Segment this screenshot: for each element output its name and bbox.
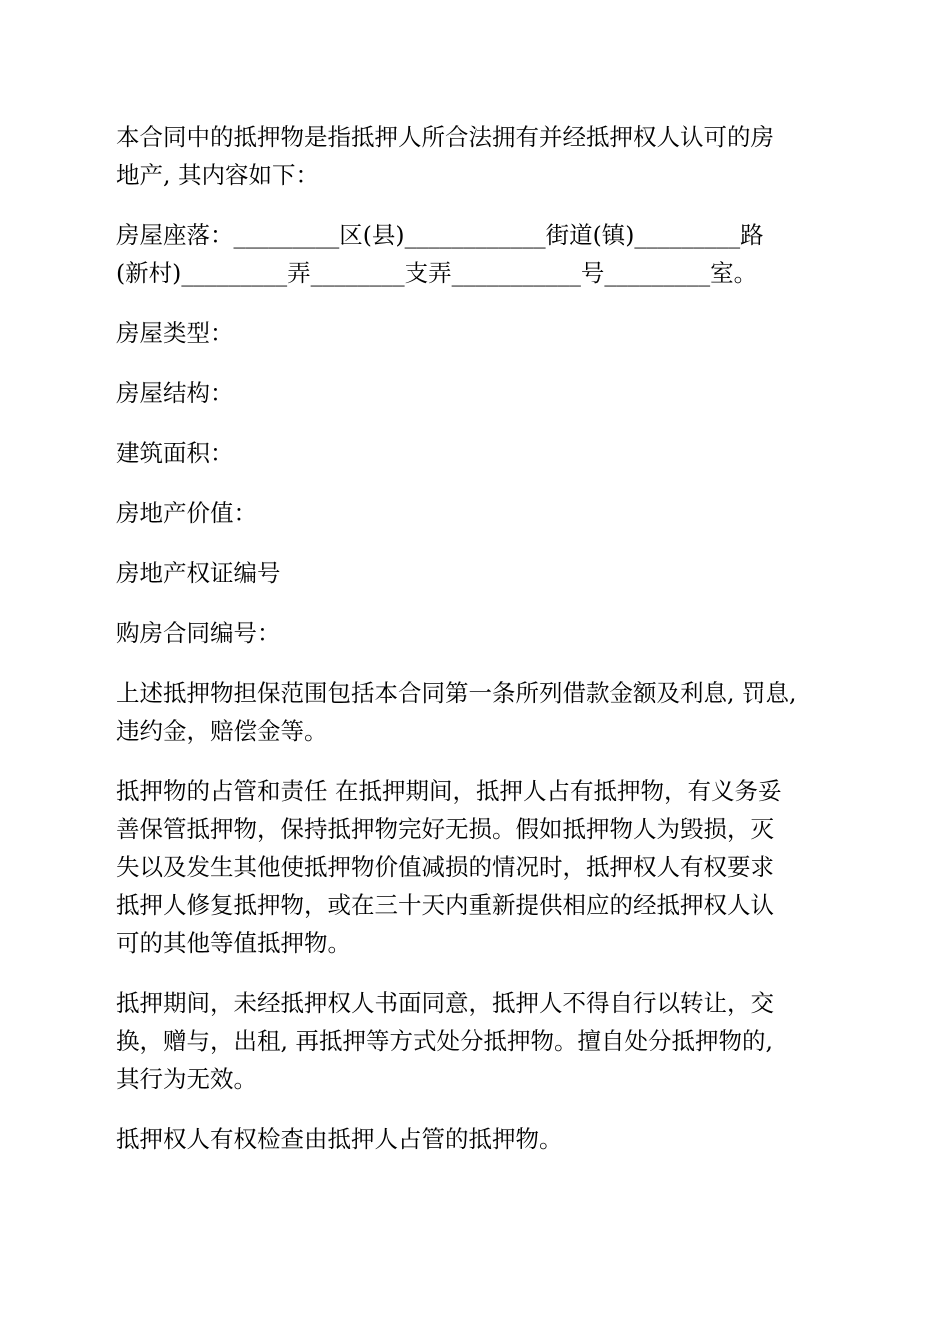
text-line: 可的其他等值抵押物。 bbox=[116, 929, 351, 957]
text-line: 房屋类型： bbox=[116, 319, 234, 347]
text-line: 房地产价值： bbox=[116, 499, 257, 527]
paragraph-property-cert bbox=[116, 554, 836, 592]
text-line: 上述抵押物担保范围包括本合同第一条所列借款金额及利息, 罚息, bbox=[116, 679, 797, 707]
text-line: 换，赠与，出租, 再抵押等方式处分抵押物。擅自处分抵押物的, bbox=[116, 1027, 773, 1055]
text-line: 本合同中的抵押物是指抵押人所合法拥有并经抵押权人认可的房 bbox=[116, 123, 774, 151]
text-line: (新村)_________弄________支弄___________号_________室。 bbox=[116, 259, 758, 287]
document-body bbox=[116, 118, 836, 1180]
text-line: 地产, 其内容如下： bbox=[116, 161, 319, 189]
paragraph-house-type bbox=[116, 314, 836, 352]
paragraph-inspection bbox=[116, 1120, 836, 1158]
text-line: 抵押权人有权检查由抵押人占管的抵押物。 bbox=[116, 1125, 563, 1153]
text-line: 失以及发生其他使抵押物价值减损的情况时，抵押权人有权要求 bbox=[116, 853, 774, 881]
text-line: 善保管抵押物，保持抵押物完好无损。假如抵押物人为毁损，灭 bbox=[116, 815, 774, 843]
paragraph-location bbox=[116, 216, 836, 292]
text-line: 抵押期间，未经抵押权人书面同意，抵押人不得自行以转让，交 bbox=[116, 989, 774, 1017]
text-line: 建筑面积： bbox=[116, 439, 234, 467]
text-line: 其行为无效。 bbox=[116, 1065, 257, 1093]
paragraph-building-area bbox=[116, 434, 836, 472]
paragraph-property-value bbox=[116, 494, 836, 532]
paragraph-intro bbox=[116, 118, 836, 194]
text-line: 房屋座落：_________区(县)____________街道(镇)_________路 bbox=[116, 221, 764, 249]
paragraph-disposal bbox=[116, 984, 836, 1098]
paragraph-custody bbox=[116, 772, 836, 962]
text-line: 房地产权证编号 bbox=[116, 559, 281, 587]
text-line: 抵押人修复抵押物，或在三十天内重新提供相应的经抵押权人认 bbox=[116, 891, 774, 919]
text-line: 购房合同编号： bbox=[116, 619, 281, 647]
text-line: 违约金，赔偿金等。 bbox=[116, 717, 328, 745]
paragraph-house-structure bbox=[116, 374, 836, 412]
text-line: 抵押物的占管和责任 在抵押期间，抵押人占有抵押物，有义务妥 bbox=[116, 777, 782, 805]
paragraph-purchase-contract bbox=[116, 614, 836, 652]
text-line: 房屋结构： bbox=[116, 379, 234, 407]
paragraph-guarantee-scope bbox=[116, 674, 836, 750]
